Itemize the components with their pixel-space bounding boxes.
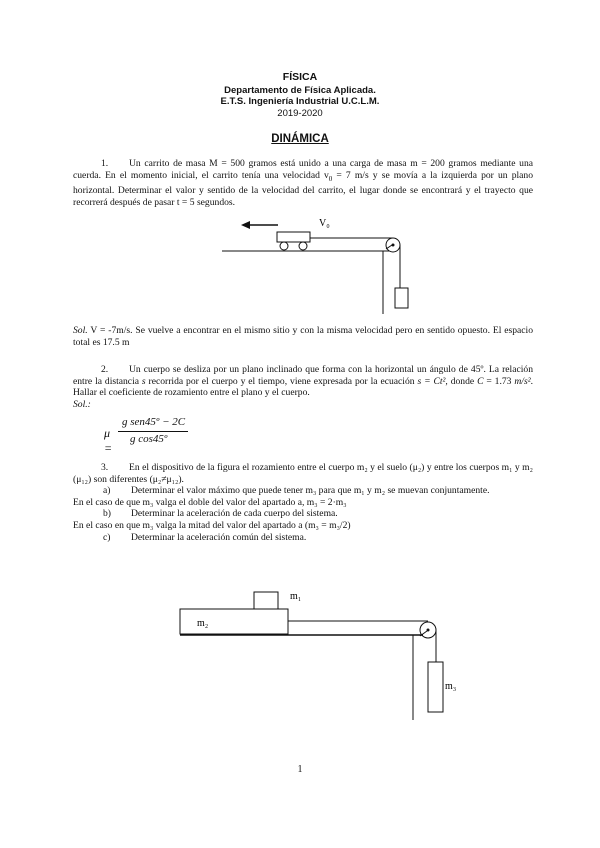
problem-3-number: 3. <box>101 462 109 473</box>
problem-2-units: m/s² <box>514 375 531 387</box>
problem-1-sub: 0 <box>328 174 333 183</box>
formula-lhs: μ = <box>104 426 113 455</box>
problem-2-number: 2. <box>101 364 109 375</box>
problem-3-intro: En el dispositivo de la figura el rozamiento entre el cuerpo m₂ y el suelo (μ₂) y entre los cuerpos m₁ y m₂ (μ₁₂) son diferentes (μ₂≠μ₁₂). <box>73 462 533 485</box>
formula-denominator: g cos45º <box>130 433 168 445</box>
label-m2: m₂ <box>197 618 209 629</box>
label-m1: m₁ <box>290 591 302 602</box>
school-name: E.T.S. Ingeniería Industrial U.C.L.M. <box>220 96 380 107</box>
item-b-label: b) <box>103 508 111 520</box>
case-c-text: En el caso en que m₃ valga la mitad del valor del apartado a (m₃ = m₃/2) <box>73 519 351 531</box>
problem-2-sol-label: Sol.: <box>73 398 91 410</box>
subject-title: FÍSICA <box>282 71 318 83</box>
problem-1-sol-text: V = -7m/s. Se vuelve a encontrar en el mismo sitio y con la misma velocidad pero en sentido opuesto. El espacio total es 17.5 m <box>73 325 533 348</box>
case-b-text: En el caso de que m₃ valga el doble del valor del apartado a, m₃ = 2·m₃ <box>73 496 347 508</box>
block-m3 <box>428 662 443 712</box>
item-a-label: a) <box>103 485 111 497</box>
topic-title: DINÁMICA <box>271 133 329 145</box>
label-m3: m₃ <box>445 681 457 692</box>
problem-2-text-e: . Hallar el coeficiente de rozamiento entre el plano y el cuerpo. <box>73 375 533 399</box>
velocity-label: V₀ <box>319 218 330 229</box>
problem-2-text-a: Un cuerpo se desliza por un plano inclinado que forma con la horizontal un ángulo de 45º. La relación entre la distancia <box>73 364 533 387</box>
problem-2-text-b: recorrida por el cuerpo y el tiempo, viene expresada por la ecuación <box>145 375 418 387</box>
problem-2-text-d: = 1.73 <box>483 375 515 387</box>
academic-year: 2019-2020 <box>277 108 323 119</box>
problem-1-number: 1. <box>101 158 109 169</box>
problem-1-text-b: = 7 m/s y se movía a la izquierda por un plano horizontal. Determinar el valor y sentido de la velocidad del carrito, el lugar donde se encontrará y el trayecto que recorrerá después de pasar t = 5 segundos. <box>73 169 534 208</box>
item-b-text: Determinar la aceleración de cada cuerpo del sistema. <box>131 508 338 520</box>
problem-2-equation: s = Ct² <box>417 375 446 387</box>
problem-2-s-var: s <box>141 375 146 387</box>
problem-2-c-var: C <box>477 375 484 387</box>
item-c-label: c) <box>103 531 111 543</box>
block-m1 <box>254 592 278 609</box>
problem-2-text-c: , donde <box>445 375 478 387</box>
item-c-text: Determinar la aceleración común del sistema. <box>131 531 307 543</box>
problem-1-text-a: Un carrito de masa M = 500 gramos está unido a una carga de masa m = 200 gramos mediante una cuerda. En el momento inicial, el carrito tenía una velocidad v <box>73 158 533 181</box>
page-number: 1 <box>297 764 303 775</box>
item-a-text: Determinar el valor máximo que puede tener m₃ para que m₁ y m₂ se muevan conjuntamente. <box>131 485 490 497</box>
department-name: Departamento de Física Aplicada. <box>224 85 376 96</box>
formula-numerator: g sen45º − 2C <box>122 416 186 428</box>
problem-1-sol-label: Sol. <box>73 325 88 336</box>
